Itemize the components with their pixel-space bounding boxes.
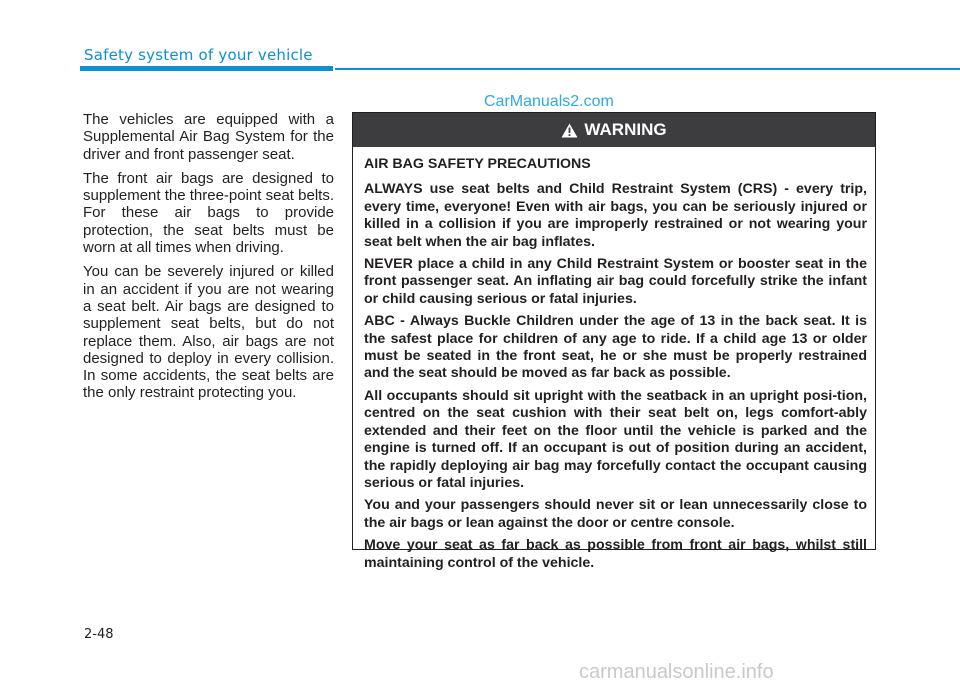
- header-rule-thin: [335, 68, 960, 70]
- warning-paragraph: Move your seat as far back as possible from front air bags, whilst still maintaining control of the vehicle.: [364, 537, 867, 571]
- warning-header: [353, 113, 875, 147]
- page-number: 2-48: [84, 627, 114, 642]
- warning-paragraph: NEVER place a child in any Child Restraint System or booster seat in the front passenger seat. An inflating air bag could forcefully strike the infant or child causing serious or fatal injuries.: [364, 256, 867, 307]
- warning-paragraph: All occupants should sit upright with the seatback in an upright posi-tion, centred on the seat cushion with their seat belt on, legs comfort-ably extended and their feet on the floor until the vehicle is parked and the engine is turned off. If an occupant is out of position during an accident, the rapidly deploying air bag may forcefully contact the occupant causing serious or fatal injuries.: [364, 387, 867, 491]
- warning-paragraph: You and your passengers should never sit or lean unnecessarily close to the air bags or lean against the door or centre console.: [364, 497, 867, 531]
- warning-paragraph: ALWAYS use seat belts and Child Restraint System (CRS) - every trip, every time, everyone! Even with air bags, you can be seriously injured or killed in a collision if you are improperly restrained or not wearing your seat belt when the air bag inflates.: [364, 181, 867, 250]
- body-text-column: [83, 111, 334, 409]
- header-rule-thick: [80, 66, 333, 71]
- body-paragraph: The vehicles are equipped with a Supplemental Air Bag System for the driver and front passenger seat.: [83, 111, 334, 163]
- warning-paragraph: ABC - Always Buckle Children under the age of 13 in the back seat. It is the safest place for children of any age to ride. If a child age 13 or older must be seated in the front seat, he or she must be properly restrained and the seat should be moved as far back as possible.: [364, 313, 867, 382]
- warning-title: AIR BAG SAFETY PRECAUTIONS: [364, 156, 591, 172]
- warning-triangle-icon: [561, 123, 578, 138]
- warning-body: [353, 147, 875, 572]
- warning-box: [352, 112, 876, 571]
- watermark-bottom: carmanualsonline.info: [579, 661, 774, 683]
- body-paragraph: You can be severely injured or killed in an accident if you are not wearing a seat belt. Air bags are designed to supplement seat belts, but do not replace them. Also, air bags are not designed to deploy in every collision. In some accidents, the seat belts are the only restraint protecting you.: [83, 263, 334, 402]
- watermark-top: CarManuals2.com: [484, 93, 614, 110]
- warning-label: WARNING: [584, 120, 667, 139]
- body-paragraph: The front air bags are designed to supplement the three-point seat belts. For these air bags to provide protection, the seat belts must be worn at all times when driving.: [83, 169, 334, 257]
- section-title: Safety system of your vehicle: [84, 46, 313, 64]
